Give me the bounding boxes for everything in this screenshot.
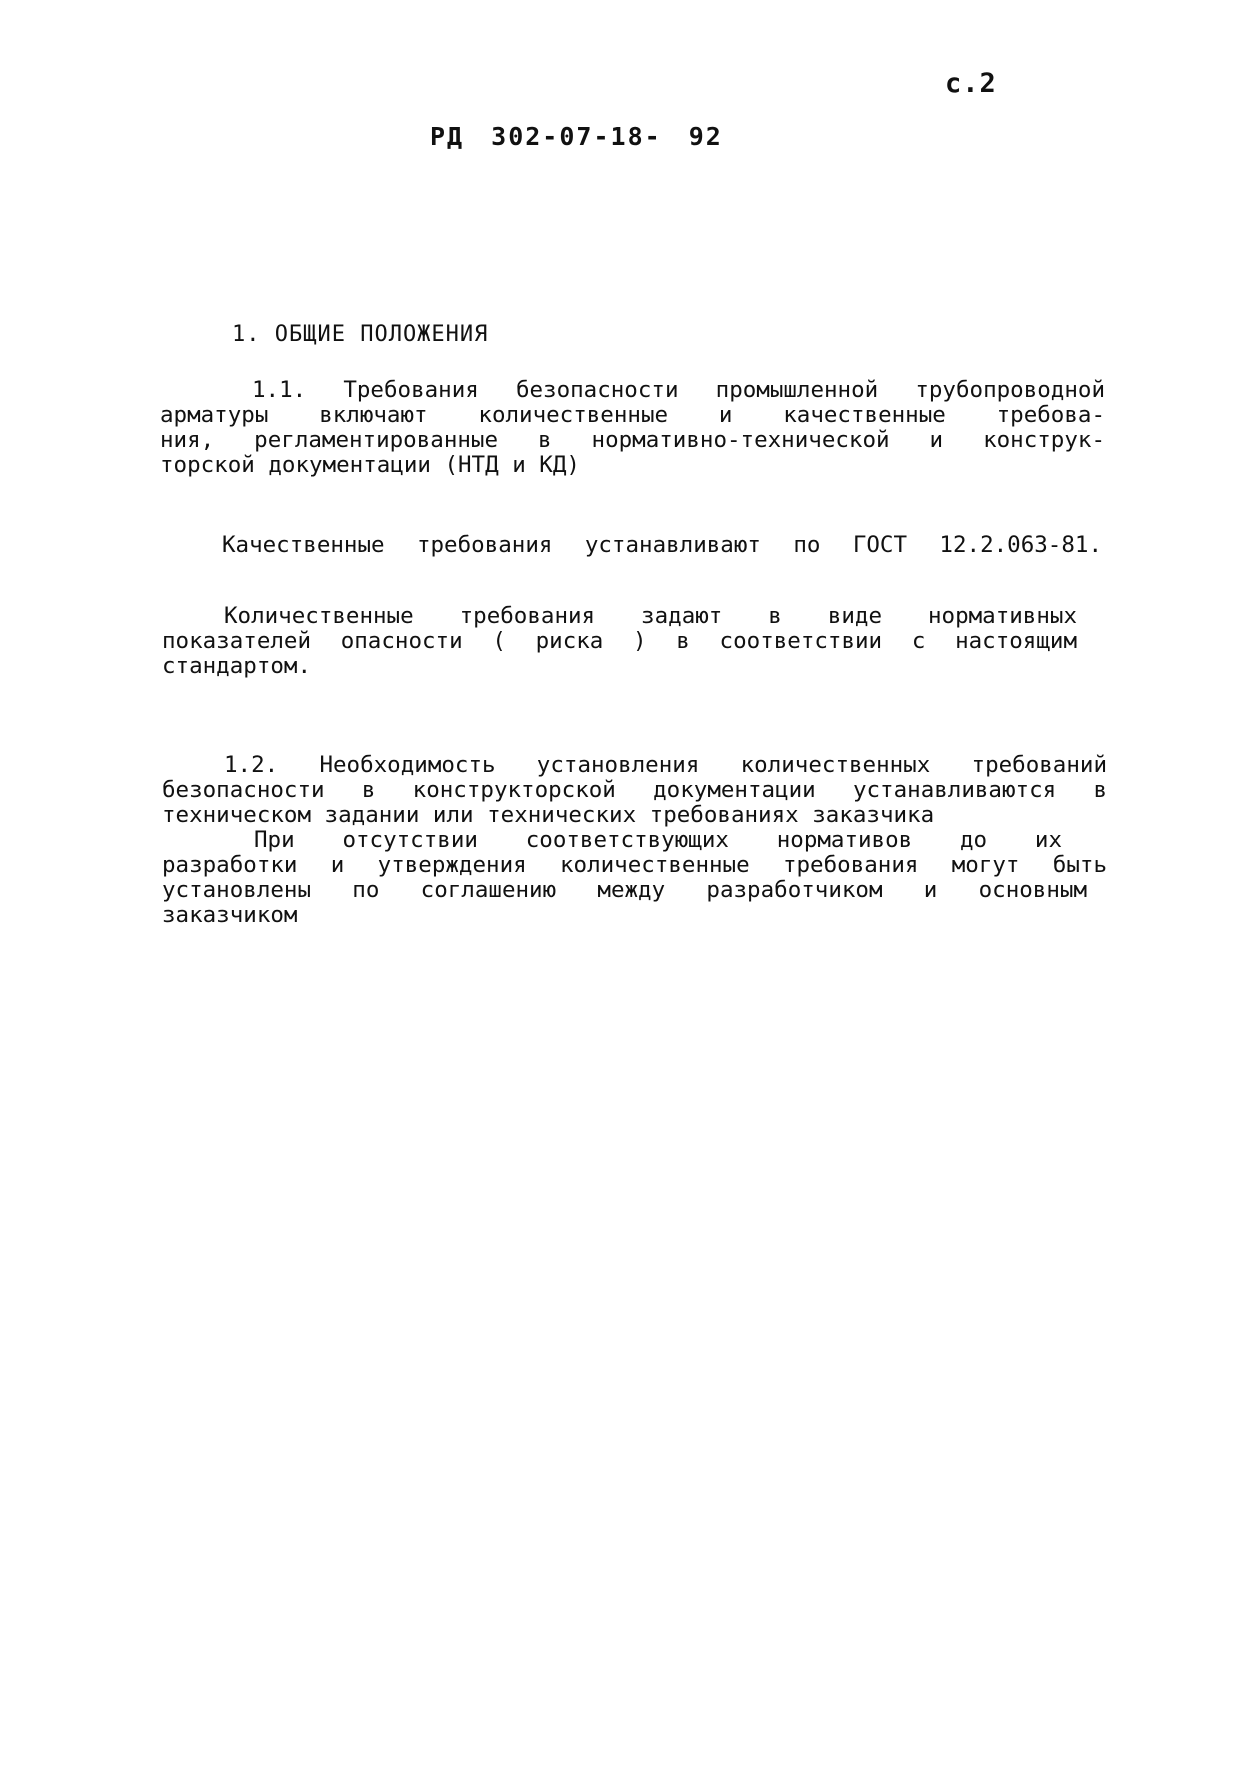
paragraph-line: При отсутствии соответствующих нормативов до их — [254, 827, 1062, 853]
paragraph-line: ния, регламентированные в нормативно-технической и конструк- — [160, 427, 1105, 453]
section-heading: 1. ОБЩИЕ ПОЛОЖЕНИЯ — [232, 322, 489, 347]
paragraph-1-2 — [162, 753, 1107, 828]
page-number: с.2 — [945, 68, 997, 99]
paragraph-line: разработки и утверждения количественные требования могут быть — [162, 852, 1107, 878]
paragraph-quality-requirements — [222, 533, 1102, 558]
paragraph-1-1 — [160, 378, 1105, 478]
paragraph-line: 1.2. Необходимость установления количественных требований — [224, 752, 1107, 778]
paragraph-line: Качественные требования устанавливают по ГОСТ 12.2.063-81. — [222, 532, 1102, 558]
paragraph-line: стандартом. — [162, 653, 312, 679]
paragraph-line: 1.1. Требования безопасности промышленной трубопроводной — [252, 377, 1105, 403]
paragraph-line: торской документации (НТД и КД) — [160, 452, 580, 478]
document-code: РД 302-07-18- 92 — [430, 122, 723, 151]
paragraph-absence-of-standards — [162, 828, 1107, 928]
paragraph-quantity-requirements — [162, 604, 1077, 679]
paragraph-line: установлены по соглашению между разработчиком и основным — [162, 877, 1087, 903]
paragraph-line: техническом задании или технических требованиях заказчика — [162, 802, 935, 828]
paragraph-line: арматуры включают количественные и качественные требова- — [160, 402, 1105, 428]
paragraph-line: Количественные требования задают в виде нормативных — [224, 603, 1077, 629]
paragraph-line: показателей опасности ( риска ) в соответствии с настоящим — [162, 628, 1077, 654]
paragraph-line: заказчиком — [162, 902, 298, 928]
paragraph-line: безопасности в конструкторской документации устанавливаются в — [162, 777, 1107, 803]
